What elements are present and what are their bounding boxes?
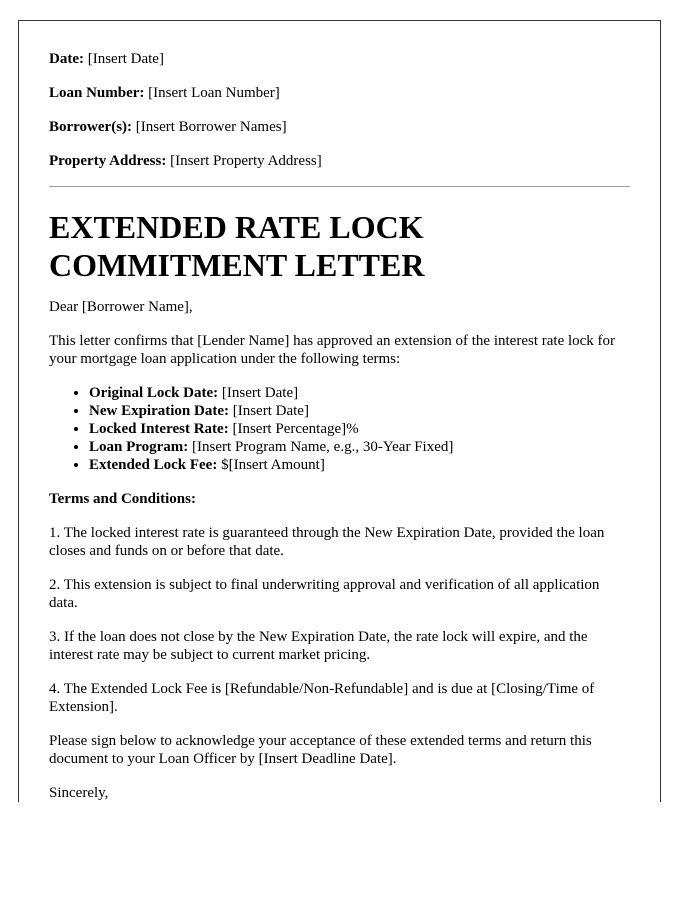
term-label: Original Lock Date: (89, 385, 219, 401)
closing-request: Please sign below to acknowledge your acceptance of these extended terms and return this document to your Loan Officer by [Insert Deadline Date]. (49, 733, 592, 767)
terms-list-item (89, 420, 630, 438)
term-label: Locked Interest Rate: (89, 421, 229, 437)
borrowers-value: [Insert Borrower Names] (135, 119, 287, 135)
term-value: [Insert Date] (221, 385, 299, 401)
term-value: [Insert Percentage]% (232, 421, 359, 437)
loan-number-line (49, 84, 630, 102)
terms-list-item (89, 438, 630, 456)
term-value: [Insert Date] (232, 403, 309, 419)
date-label: Date: (49, 51, 84, 67)
letter-title (49, 208, 630, 284)
borrowers-line (49, 118, 630, 136)
term-label: Extended Lock Fee: (89, 457, 218, 473)
date-line (49, 50, 630, 68)
property-address-label: Property Address: (49, 153, 167, 169)
salutation: Dear [Borrower Name], (49, 299, 193, 315)
borrowers-label: Borrower(s): (49, 119, 133, 135)
title-line-1: EXTENDED RATE LOCK (49, 209, 424, 245)
terms-list-item (89, 456, 630, 474)
terms-list-item (89, 402, 630, 420)
terms-list (49, 384, 630, 474)
date-value: [Insert Date] (87, 51, 164, 67)
term-value: $[Insert Amount] (221, 457, 325, 473)
term-label: Loan Program: (89, 439, 189, 455)
term-label: New Expiration Date: (89, 403, 229, 419)
terms-list-item (89, 384, 630, 402)
condition-item: 4. The Extended Lock Fee is [Refundable/Non-Refundable] and is due at [Closing/Time of Extension]. (49, 681, 595, 715)
letter-page (18, 20, 661, 802)
condition-item: 2. This extension is subject to final underwriting approval and verification of all application data. (49, 577, 600, 611)
header-divider (49, 186, 630, 187)
condition-item: 1. The locked interest rate is guaranteed through the New Expiration Date, provided the loan closes and funds on or before that date. (49, 525, 605, 559)
loan-number-label: Loan Number: (49, 85, 145, 101)
conditions-heading: Terms and Conditions: (49, 491, 196, 507)
title-line-2: COMMITMENT LETTER (49, 247, 425, 283)
letter-content (19, 21, 660, 802)
intro-paragraph: This letter confirms that [Lender Name] has approved an extension of the interest rate lock for your mortgage loan application under the following terms: (49, 333, 616, 367)
property-address-line (49, 152, 630, 170)
signoff: Sincerely, (49, 785, 109, 801)
term-value: [Insert Program Name, e.g., 30-Year Fixed] (192, 439, 454, 455)
loan-number-value: [Insert Loan Number] (148, 85, 280, 101)
property-address-value: [Insert Property Address] (170, 153, 322, 169)
condition-item: 3. If the loan does not close by the New Expiration Date, the rate lock will expire, and the interest rate may be subject to current market pricing. (49, 629, 588, 663)
